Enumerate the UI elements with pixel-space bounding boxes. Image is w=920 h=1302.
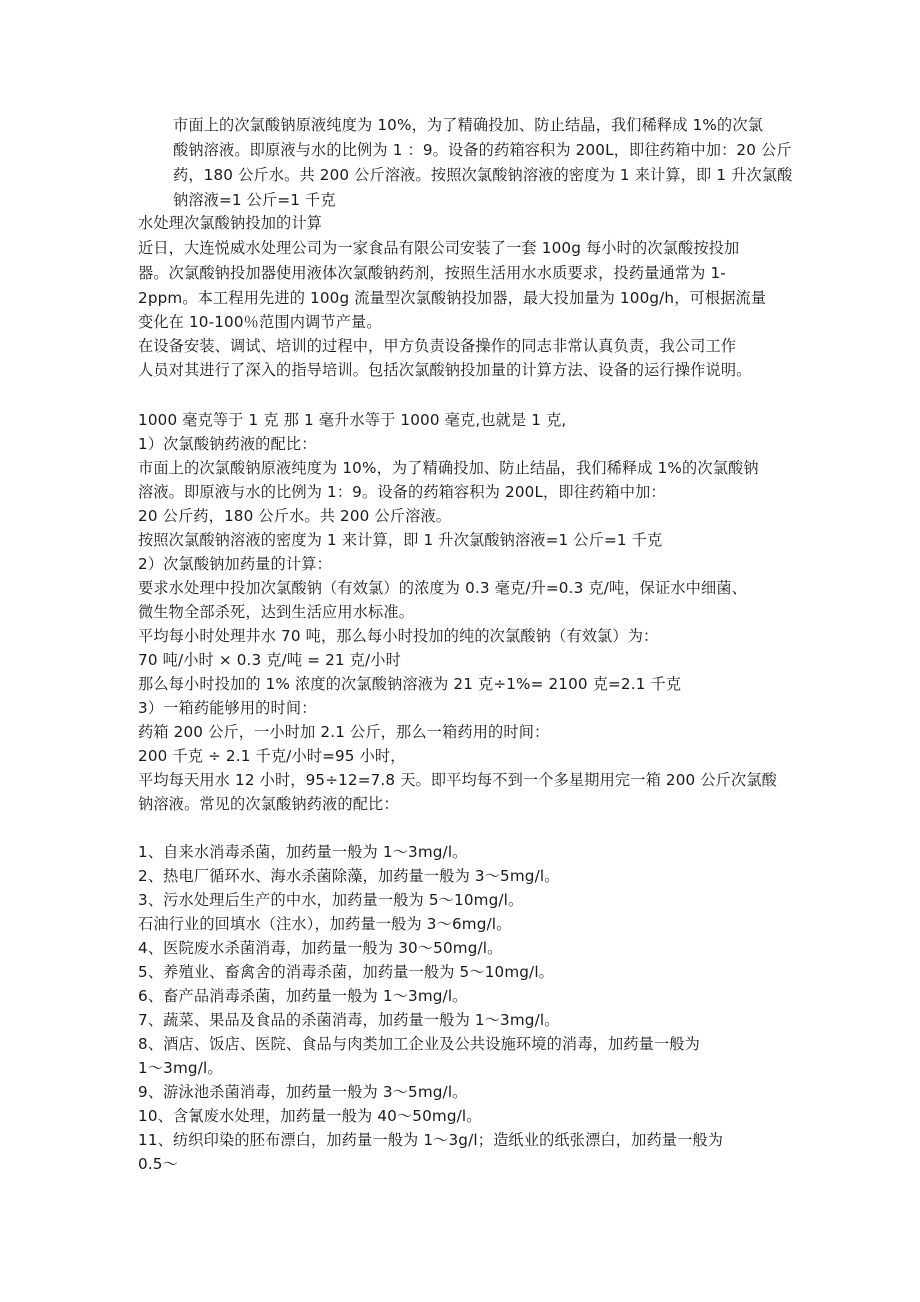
formula-line: 200 千克 ÷ 2.1 千克/小时=95 小时， — [138, 747, 406, 765]
list-item: 石油行业的回填水（注水），加药量一般为 3～6mg/l。 — [138, 915, 512, 933]
list-item: 11、纺织印染的胚布漂白，加药量一般为 1～3g/l；造纸业的纸张漂白，加药量一般为 — [138, 1131, 724, 1149]
list-item: 4、医院废水杀菌消毒，加药量一般为 30～50mg/l。 — [138, 939, 503, 957]
list-item: 5、养殖业、畜禽舍的消毒杀菌，加药量一般为 5～10mg/l。 — [138, 963, 555, 981]
paragraph-line: 2ppm。本工程用先进的 100g 流量型次氯酸钠投加器，最大投加量为 100g/h，可根据流量 — [138, 289, 767, 307]
paragraph-line: 平均每小时处理井水 70 吨，那么每小时投加的纯的次氯酸钠（有效氯）为： — [138, 627, 659, 645]
paragraph-line: 变化在 10-100％范围内调节产量。 — [138, 313, 382, 331]
paragraph-line: 要求水处理中投加次氯酸钠（有效氯）的浓度为 0.3 毫克/升=0.3 克/吨，保证水中细菌、 — [138, 579, 748, 597]
formula-line: 那么每小时投加的 1% 浓度的次氯酸钠溶液为 21 克÷1%= 2100 克=2.1 千克 — [138, 675, 682, 693]
section-heading: 1）次氯酸钠药液的配比： — [138, 435, 317, 453]
paragraph-line: 市面上的次氯酸钠原液纯度为 10%，为了精确投加、防止结晶，我们稀释成 1%的次氯酸钠 — [138, 459, 759, 477]
section-heading: 3）一箱药能够用的时间： — [138, 699, 317, 717]
paragraph-line: 药箱 200 公斤，一小时加 2.1 公斤，那么一箱药用的时间： — [138, 723, 550, 741]
paragraph-line: 近日，大连悦威水处理公司为一家食品有限公司安装了一套 100g 每小时的次氯酸按投加 — [138, 239, 740, 257]
paragraph-line: 平均每天用水 12 小时，95÷12=7.8 天。即平均每不到一个多星期用完一箱 200 公斤次氯酸 — [138, 771, 778, 789]
list-item: 7、蔬菜、果品及食品的杀菌消毒，加药量一般为 1～3mg/l。 — [138, 1011, 560, 1029]
paragraph-line: 溶液。即原液与水的比例为 1：9。设备的药箱容积为 200L，即往药箱中加： — [138, 483, 666, 501]
paragraph-line: 1000 毫克等于 1 克 那 1 毫升水等于 1000 毫克,也就是 1 克, — [138, 411, 567, 429]
paragraph-line: 在设备安装、调试、培训的过程中，甲方负责设备操作的同志非常认真负责，我公司工作 — [138, 337, 737, 355]
list-item: 1、自来水消毒杀菌，加药量一般为 1～3mg/l。 — [138, 843, 468, 861]
intro-paragraph-line: 药，180 公斤水。共 200 公斤溶液。按照次氯酸钠溶液的密度为 1 来计算，即 1 升次氯酸 — [173, 166, 793, 184]
list-item: 8、酒店、饭店、医院、食品与肉类加工企业及公共设施环境的消毒，加药量一般为 — [138, 1035, 700, 1053]
intro-paragraph-line: 钠溶液=1 公斤=1 千克 — [173, 191, 336, 209]
paragraph-line: 微生物全部杀死，达到生活应用水标准。 — [138, 603, 415, 621]
paragraph-line: 20 公斤药，180 公斤水。共 200 公斤溶液。 — [138, 507, 452, 525]
paragraph-line: 器。次氯酸钠投加器使用液体次氯酸钠药剂，按照生活用水水质要求，投药量通常为 1- — [138, 264, 726, 282]
intro-paragraph-line: 酸钠溶液。即原液与水的比例为 1 ：9。设备的药箱容积为 200L，即往药箱中加：20 公斤 — [173, 141, 792, 159]
section-heading: 2）次氯酸钠加药量的计算： — [138, 555, 332, 573]
list-item: 10、含氰废水处理，加药量一般为 40～50mg/l。 — [138, 1107, 482, 1125]
paragraph-line: 人员对其进行了深入的指导培训。包括次氯酸钠投加量的计算方法、设备的运行操作说明。 — [138, 361, 752, 379]
list-item: 6、畜产品消毒杀菌，加药量一般为 1～3mg/l。 — [138, 987, 468, 1005]
paragraph-line: 按照次氯酸钠溶液的密度为 1 来计算，即 1 升次氯酸钠溶液=1 公斤=1 千克 — [138, 531, 663, 549]
list-item: 3、污水处理后生产的中水，加药量一般为 5～10mg/l。 — [138, 891, 524, 909]
section-title: 水处理次氯酸钠投加的计算 — [138, 214, 323, 232]
list-item: 0.5～ — [138, 1155, 178, 1173]
list-item: 1～3mg/l。 — [138, 1059, 223, 1077]
list-item: 9、游泳池杀菌消毒，加药量一般为 3～5mg/l。 — [138, 1083, 468, 1101]
intro-paragraph-line: 市面上的次氯酸钠原液纯度为 10%，为了精确投加、防止结晶，我们稀释成 1%的次氯 — [173, 116, 764, 134]
paragraph-line: 钠溶液。常见的次氯酸钠药液的配比： — [138, 795, 399, 813]
formula-line: 70 吨/小时 × 0.3 克/吨 = 21 克/小时 — [138, 651, 401, 669]
list-item: 2、热电厂循环水、海水杀菌除藻，加药量一般为 3～5mg/l。 — [138, 867, 560, 885]
